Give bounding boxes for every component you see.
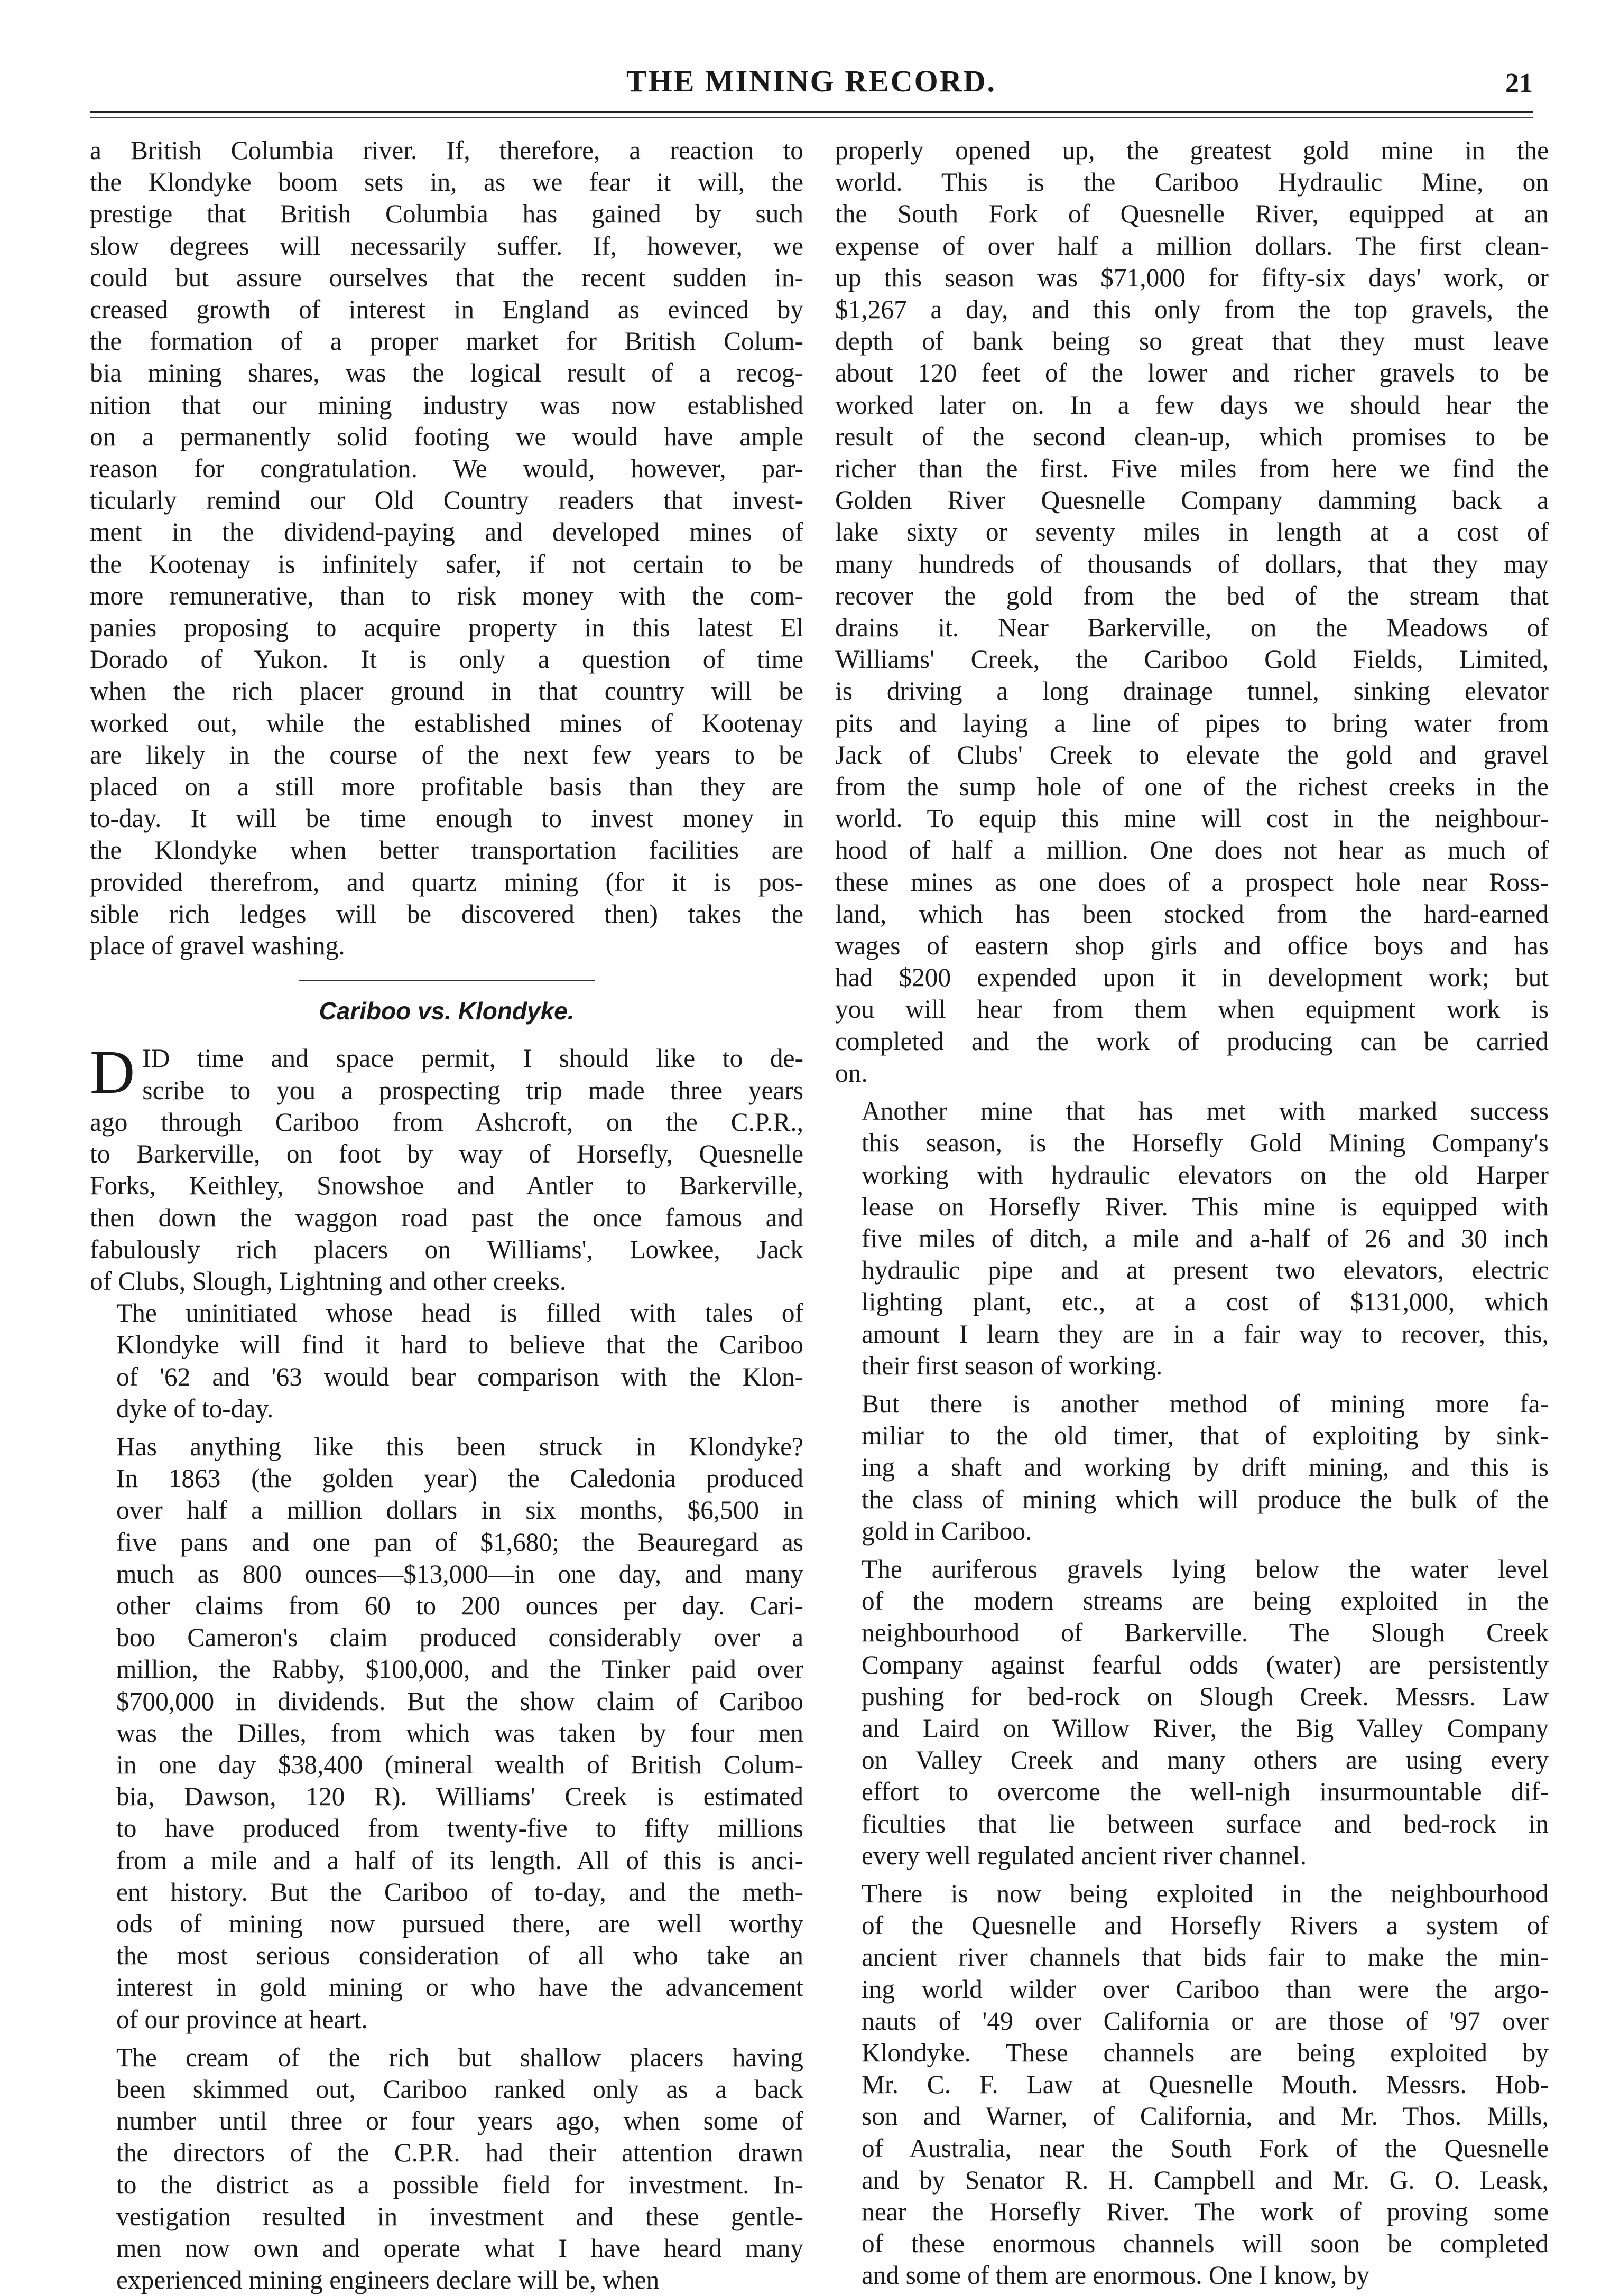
text-line: miliar to the old timer, that of exploiting by sink- — [862, 1421, 1549, 1451]
text-line: in one day $38,400 (mineral wealth of British Colum- — [116, 1750, 803, 1779]
text-line: ing world wilder over Cariboo than were the argo- — [862, 1974, 1549, 2004]
text-line: the class of mining which will produce the bulk of the — [862, 1484, 1549, 1514]
text-line: depth of bank being so great that they must leave — [835, 327, 1549, 356]
text-line: and some of them are enormous. One I know, by — [862, 2261, 1370, 2290]
text-line: ID time and space permit, I should like to de- — [142, 1044, 803, 1073]
text-line: Klondyke. These channels are being exploited by — [862, 2038, 1549, 2067]
text-line: son and Warner, of California, and Mr. Thos. Mills, — [862, 2102, 1549, 2131]
text-line: Mr. C. F. Law at Quesnelle Mouth. Messrs. Hob- — [862, 2070, 1549, 2099]
text-line: $700,000 in dividends. But the show claim of Cariboo — [116, 1686, 803, 1716]
text-line: properly opened up, the greatest gold mine in the — [835, 136, 1549, 165]
text-line: But there is another method of mining more fa- — [862, 1389, 1549, 1418]
text-line: are likely in the course of the next few years to be — [90, 740, 803, 769]
text-line: There is now being exploited in the neighbourhood — [862, 1879, 1549, 1908]
left-column — [90, 135, 803, 2296]
text-line: ent history. But the Cariboo of to-day, and the meth- — [116, 1877, 803, 1907]
text-line: from a mile and a half of its length. All of this is anci- — [116, 1845, 803, 1875]
text-line: on Valley Creek and many others are using every — [862, 1745, 1549, 1775]
text-line: the Klondyke boom sets in, as we fear it will, the — [90, 168, 803, 197]
text-line: ficulties that lie between surface and bed-rock in — [862, 1809, 1549, 1838]
paragraph — [835, 135, 1549, 1089]
text-line: ing a shaft and working by drift mining, and this is — [862, 1453, 1549, 1482]
text-line: scribe to you a prospecting trip made three years — [142, 1075, 803, 1105]
text-line: to-day. It will be time enough to invest money in — [90, 804, 803, 833]
text-line: nition that our mining industry was now established — [90, 390, 803, 420]
text-line: the most serious consideration of all who take an — [116, 1941, 803, 1970]
paragraph — [835, 1554, 1549, 1872]
text-line: on. — [835, 1058, 868, 1087]
text-line: could but assure ourselves that the recent sudden in- — [90, 263, 803, 292]
text-line: men now own and operate what I have heard many — [116, 2234, 803, 2263]
text-line: dyke of to-day. — [116, 1393, 274, 1423]
text-line: lighting plant, etc., at a cost of $131,000, which — [862, 1287, 1549, 1317]
text-line: wages of eastern shop girls and office boys and has — [835, 931, 1549, 961]
text-line: of the Quesnelle and Horsefly Rivers a system of — [862, 1911, 1549, 1940]
text-line: to have produced from twenty-five to fifty millions — [116, 1814, 803, 1843]
text-line: Has anything like this been struck in Klondyke? — [116, 1431, 803, 1461]
header-rule — [90, 111, 1533, 113]
text-line: vestigation resulted in investment and these gentle- — [116, 2201, 803, 2231]
paragraph — [90, 1431, 803, 2035]
text-line: to the district as a possible field for investment. In- — [116, 2170, 803, 2199]
text-line: The auriferous gravels lying below the water level — [862, 1554, 1549, 1584]
paragraph — [835, 1388, 1549, 1547]
text-line: five pans and one pan of $1,680; the Beauregard as — [116, 1527, 803, 1557]
text-line: of our province at heart. — [116, 2004, 368, 2034]
text-line: and by Senator R. H. Campbell and Mr. G. O. Leask, — [862, 2165, 1549, 2195]
text-line: result of the second clean-up, which promises to be — [835, 422, 1549, 451]
text-line: ment in the dividend-paying and developed mines of — [90, 517, 803, 547]
text-line: $1,267 a day, and this only from the top gravels, the — [835, 295, 1549, 324]
text-line: and Laird on Willow River, the Big Valley Company — [862, 1713, 1549, 1743]
text-line: recover the gold from the bed of the stream that — [835, 581, 1549, 610]
text-line: when the rich placer ground in that country will be — [90, 676, 803, 706]
paragraph-dropcap — [90, 1037, 803, 1297]
text-line: creased growth of interest in England as evinced by — [90, 295, 803, 324]
text-line: every well regulated ancient river channel. — [862, 1840, 1307, 1870]
text-line: amount I learn they are in a fair way to recover, this, — [862, 1319, 1549, 1349]
text-line: was the Dilles, from which was taken by four men — [116, 1718, 803, 1747]
text-line: hood of half a million. One does not hear as much of — [835, 835, 1549, 865]
text-line: the Kootenay is infinitely safer, if not certain to be — [90, 549, 803, 579]
text-line: of Clubs, Slough, Lightning and other creeks. — [90, 1266, 567, 1296]
paragraph — [835, 1878, 1549, 2292]
text-line: of these enormous channels will soon be completed — [862, 2229, 1549, 2258]
text-line: then down the waggon road past the once famous and — [90, 1203, 803, 1232]
text-line: many hundreds of thousands of dollars, that they may — [835, 549, 1549, 579]
text-line: five miles of ditch, a mile and a-half of 26 and 30 inch — [862, 1223, 1549, 1253]
text-line: effort to overcome the well-nigh insurmountable dif- — [862, 1777, 1549, 1807]
text-line: Williams' Creek, the Cariboo Gold Fields, Limited, — [835, 645, 1549, 674]
paragraph — [90, 135, 803, 962]
text-line: ago through Cariboo from Ashcroft, on the C.P.R., — [90, 1107, 803, 1137]
text-line: slow degrees will necessarily suffer. If, however, we — [90, 231, 803, 261]
text-line: gold in Cariboo. — [862, 1516, 1032, 1546]
text-line: hydraulic pipe and at present two elevators, electric — [862, 1256, 1549, 1285]
text-line: The uninitiated whose head is filled with tales of — [116, 1298, 803, 1328]
text-line: worked out, while the established mines of Kootenay — [90, 708, 803, 738]
text-line: lease on Horsefly River. This mine is equipped with — [862, 1192, 1549, 1221]
text-line: prestige that British Columbia has gained by such — [90, 199, 803, 229]
text-line: Company against fearful odds (water) are persistently — [862, 1650, 1549, 1679]
text-line: working with hydraulic elevators on the old Harper — [862, 1160, 1549, 1189]
text-line: worked later on. In a few days we should hear the — [835, 390, 1549, 420]
text-line: drains it. Near Barkerville, on the Meadows of — [835, 613, 1549, 643]
text-line: million, the Rabby, $100,000, and the Tinker paid over — [116, 1654, 803, 1684]
text-line: ods of mining now pursued there, are well worthy — [116, 1909, 803, 1938]
text-line: fabulously rich placers on Williams', Lowkee, Jack — [90, 1234, 803, 1264]
text-line: bia mining shares, was the logical result of a recog- — [90, 358, 803, 388]
right-column — [835, 135, 1549, 2292]
text-line: Klondyke will find it hard to believe that the Cariboo — [116, 1330, 803, 1360]
text-line: world. To equip this mine will cost in the neighbour- — [835, 804, 1549, 833]
text-line: boo Cameron's claim produced considerably over a — [116, 1623, 803, 1652]
paragraph — [835, 1095, 1549, 1382]
text-line: place of gravel washing. — [90, 931, 345, 961]
text-line: about 120 feet of the lower and richer gravels to be — [835, 358, 1549, 388]
text-line: ancient river channels that bids fair to make the min- — [862, 1942, 1549, 1972]
text-line: completed and the work of producing can be carried — [835, 1026, 1549, 1056]
text-line: much as 800 ounces—$13,000—in one day, and many — [116, 1559, 803, 1588]
text-line: their first season of working. — [862, 1351, 1163, 1380]
text-line: bia, Dawson, 120 R). Williams' Creek is estimated — [116, 1782, 803, 1811]
text-line: on a permanently solid footing we would have ample — [90, 422, 803, 451]
text-line: Another mine that has met with marked success — [862, 1096, 1549, 1126]
text-line: sible rich ledges will be discovered then) takes the — [90, 899, 803, 928]
text-line: a British Columbia river. If, therefore, a reaction to — [90, 136, 803, 165]
text-line: nauts of '49 over California or are those of '97 over — [862, 2006, 1549, 2035]
text-line: provided therefrom, and quartz mining (for it is pos- — [90, 867, 803, 897]
text-line: lake sixty or seventy miles in length at a cost of — [835, 517, 1549, 547]
text-line: to Barkerville, on foot by way of Horsefly, Quesnelle — [90, 1139, 803, 1169]
text-line: placed on a still more profitable basis than they are — [90, 772, 803, 802]
text-line: of '62 and '63 would bear comparison with the Klon- — [116, 1362, 803, 1391]
paragraph — [90, 1297, 803, 1425]
paragraph — [90, 2042, 803, 2296]
text-line: near the Horsefly River. The work of proving some — [862, 2197, 1549, 2226]
text-line: over half a million dollars in six months, $6,500 in — [116, 1495, 803, 1525]
text-line: had $200 expended upon it in development work; but — [835, 963, 1549, 992]
text-line: is driving a long drainage tunnel, sinking elevator — [835, 676, 1549, 706]
text-line: up this season was $71,000 for fifty-six days' work, or — [835, 263, 1549, 292]
text-line: pushing for bed-rock on Slough Creek. Messrs. Law — [862, 1681, 1549, 1711]
text-line: Forks, Keithley, Snowshoe and Antler to Barkerville, — [90, 1171, 803, 1201]
text-line: of Australia, near the South Fork of the Quesnelle — [862, 2133, 1549, 2163]
page-header — [90, 63, 1533, 116]
text-line: Jack of Clubs' Creek to elevate the gold and gravel — [835, 740, 1549, 769]
text-line: from the sump hole of one of the richest creeks in the — [835, 772, 1549, 802]
page-number: 21 — [1505, 68, 1533, 98]
section-title: Cariboo vs. Klondyke. — [319, 997, 575, 1025]
text-line: ticularly remind our Old Country readers that invest- — [90, 486, 803, 515]
text-line: world. This is the Cariboo Hydraulic Mine, on — [835, 168, 1549, 197]
text-line: reason for congratulation. We would, however, par- — [90, 454, 803, 484]
text-line: Dorado of Yukon. It is only a question of time — [90, 645, 803, 674]
text-line: the directors of the C.P.R. had their attention drawn — [116, 2138, 803, 2168]
section-divider — [299, 980, 595, 981]
text-line: Golden River Quesnelle Company damming back a — [835, 486, 1549, 515]
text-line: The cream of the rich but shallow placers having — [116, 2042, 803, 2072]
text-line: been skimmed out, Cariboo ranked only as a back — [116, 2074, 803, 2104]
running-title: THE MINING RECORD. — [626, 64, 997, 98]
text-line: land, which has been stocked from the hard-earned — [835, 899, 1549, 928]
text-line: experienced mining engineers declare will be, when — [116, 2265, 660, 2295]
text-line: these mines as one does of a prospect hole near Ross- — [835, 867, 1549, 897]
text-line: this season, is the Horsefly Gold Mining Company's — [862, 1128, 1549, 1158]
text-line: of the modern streams are being exploited in the — [862, 1586, 1549, 1616]
text-line: richer than the first. Five miles from here we find the — [835, 454, 1549, 484]
text-line: In 1863 (the golden year) the Caledonia produced — [116, 1464, 803, 1493]
drop-cap: D — [90, 1037, 135, 1107]
text-line: panies proposing to acquire property in this latest El — [90, 613, 803, 643]
text-line: the Klondyke when better transportation facilities are — [90, 835, 803, 865]
text-line: number until three or four years ago, when some of — [116, 2106, 803, 2136]
text-line: you will hear from them when equipment work is — [835, 994, 1549, 1024]
text-line: expense of over half a million dollars. The first clean- — [835, 231, 1549, 261]
text-line: the formation of a proper market for British Colum- — [90, 327, 803, 356]
text-line: interest in gold mining or who have the advancement — [116, 1973, 803, 2002]
text-line: pits and laying a line of pipes to bring water from — [835, 708, 1549, 738]
text-line: neighbourhood of Barkerville. The Slough Creek — [862, 1618, 1549, 1648]
header-rule-thin — [90, 117, 1533, 118]
text-line: the South Fork of Quesnelle River, equipped at an — [835, 199, 1549, 229]
text-line: more remunerative, than to risk money with the com- — [90, 581, 803, 610]
text-line: other claims from 60 to 200 ounces per day. Cari- — [116, 1591, 803, 1620]
